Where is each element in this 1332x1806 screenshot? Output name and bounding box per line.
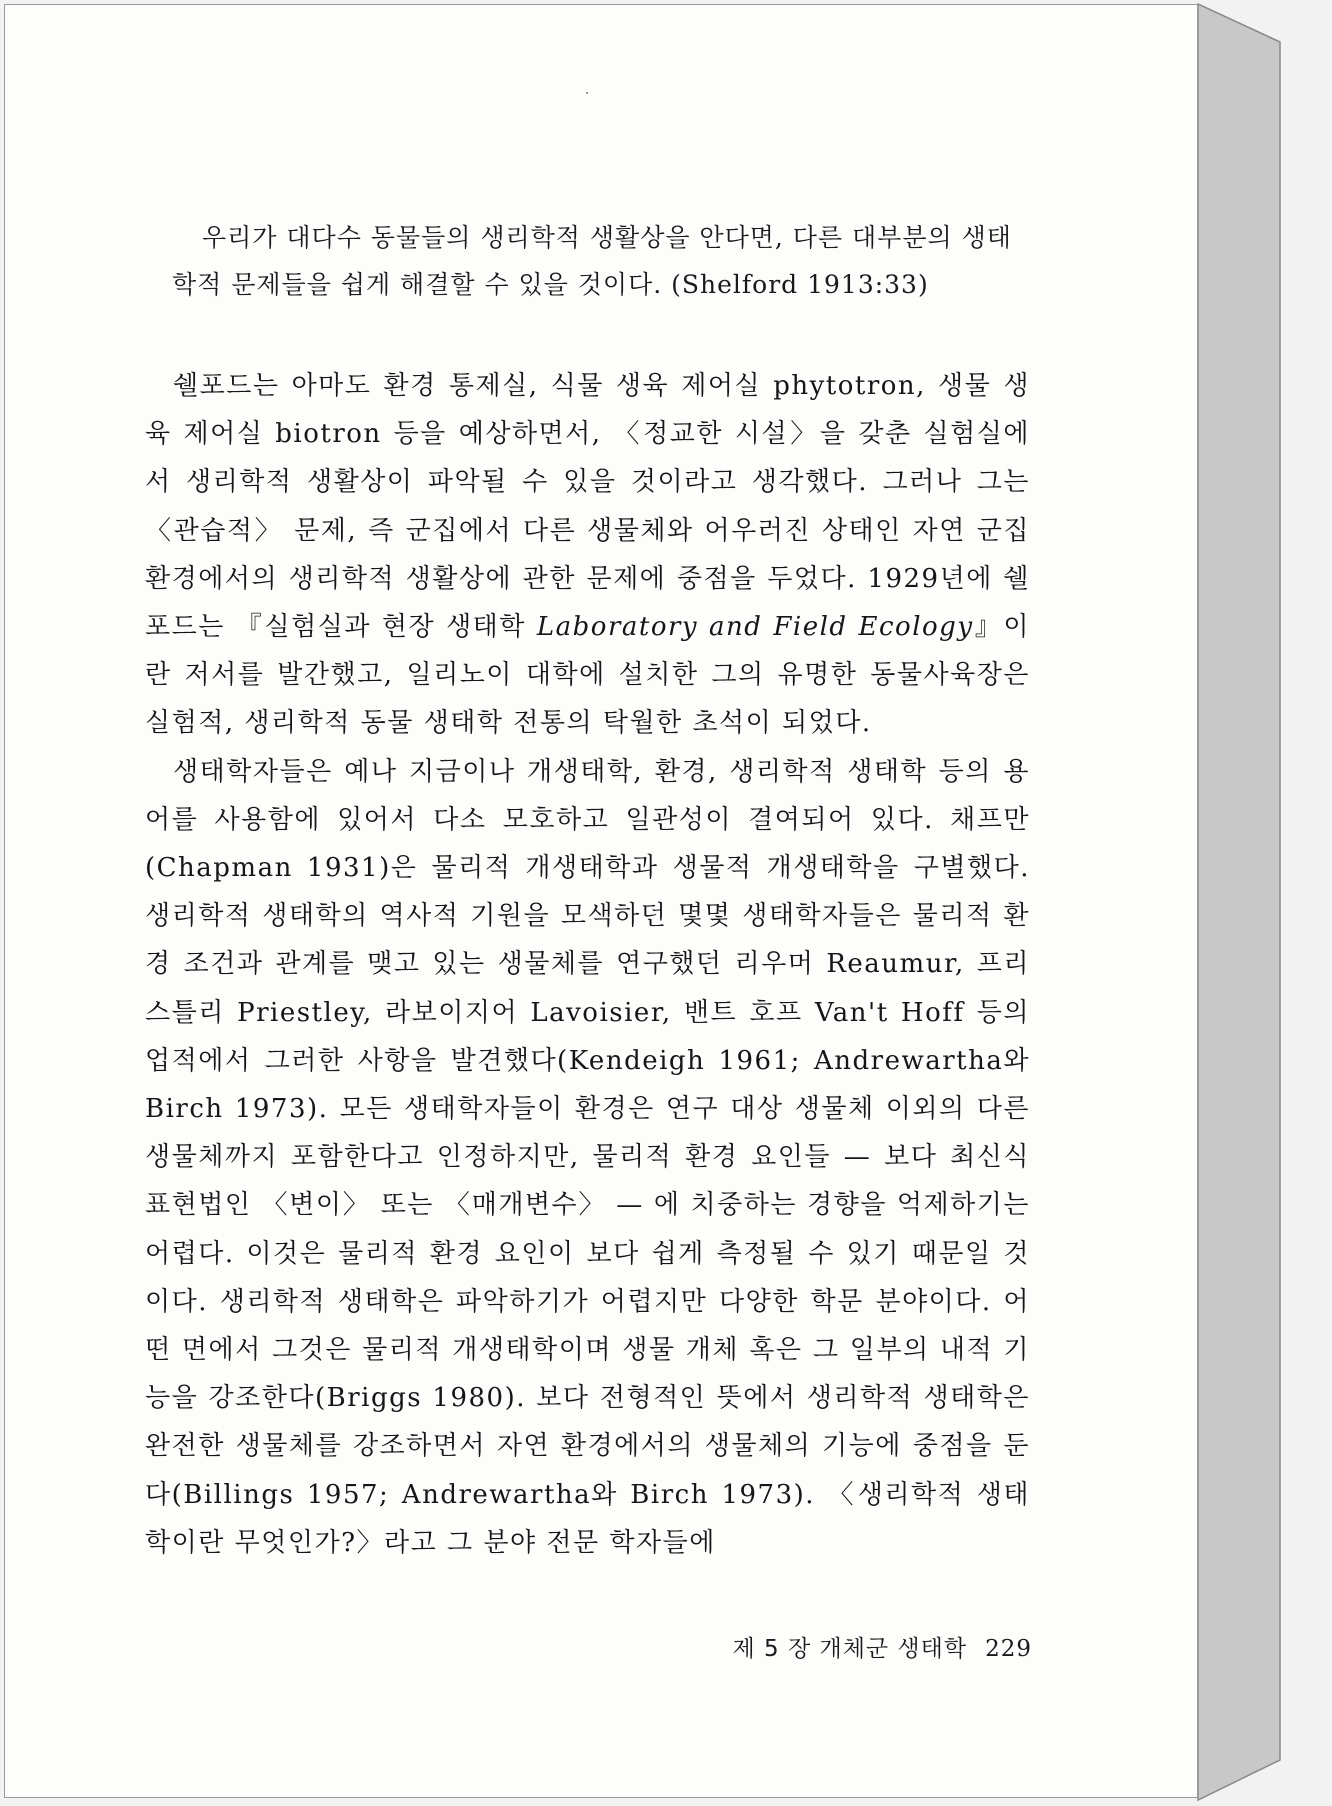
- book-title: Laboratory and Field Ecology: [536, 612, 974, 643]
- paragraph-1-part-b: 』이란 저서를 발간했고, 일리노이 대학에 설치한 그의 유명한 동물사육장은 실험적, 생리학적 동물 생태학 전통의 탁월한 초석이 되었다.: [145, 612, 1030, 739]
- quote-line-1: 우리가 대다수 동물들의 생리학적 생활상을 안다면, 다른 대부분의 생태: [202, 223, 1012, 252]
- paragraph-1-part-a: 쉘포드는 아마도 환경 통제실, 식물 생육 제어실 phytotron, 생물 생육 제어실 biotron 등을 예상하면서, 〈정교한 시설〉을 갖춘 실험실에서 생리학적 생활상이 파악될 수 있을 것이라고 생각했다. 그러나 그는 〈관습적〉 문제, 즉 군집에서 다른 생물체와 어우러진 상태인 자연 군집 환경에서의 생리학적 생활상에 관한 문제에 중점을 두었다. 1929년에 쉘포드는 『실험실과 현장 생태학: [145, 371, 1030, 643]
- chapter-title: 제 5 장 개체군 생태학: [732, 1636, 968, 1662]
- body-text: [145, 362, 1030, 1567]
- page-speck: [586, 92, 588, 94]
- paragraph-2: 생태학자들은 예나 지금이나 개생태학, 환경, 생리학적 생태학 등의 용어를 사용함에 있어서 다소 모호하고 일관성이 결여되어 있다. 채프만(Chapman 1931)은 물리적 개생태학과 생물적 개생태학을 구별했다. 생리학적 생태학의 역사적 기원을 모색하던 몇몇 생태학자들은 물리적 환경 조건과 관계를 맺고 있는 생물체를 연구했던 리우머 Reaumur, 프리스틀리 Priestley, 라보이지어 Lavoisier, 밴트 호프 Van't Hoff 등의 업적에서 그러한 사항을 발견했다(Kendeigh 1961; Andrewartha와 Birch 1973). 모든 생태학자들이 환경은 연구 대상 생물체 이외의 다른 생물체까지 포함한다고 인정하지만, 물리적 환경 요인들 — 보다 최신식 표현법인 〈변이〉 또는 〈매개변수〉 — 에 치중하는 경향을 억제하기는 어렵다. 이것은 물리적 환경 요인이 보다 쉽게 측정될 수 있기 때문일 것이다. 생리학적 생태학은 파악하기가 어렵지만 다양한 학문 분야이다. 어떤 면에서 그것은 물리적 개생태학이며 생물 개체 혹은 그 일부의 내적 기능을 강조한다(Briggs 1980). 보다 전형적인 뜻에서 생리학적 생태학은 완전한 생물체를 강조하면서 자연 환경에서의 생물체의 기능에 중점을 둔다(Billings 1957; Andrewartha와 Birch 1973). 〈생리학적 생태학이란 무엇인가?〉라고 그 분야 전문 학자들에: [145, 756, 1030, 1558]
- paragraph-1: [145, 362, 1030, 748]
- page-footer: [732, 1630, 1032, 1663]
- epigraph-quote: [172, 214, 1032, 308]
- page-number: 229: [985, 1636, 1032, 1662]
- quote-line-2: 학적 문제들을 쉽게 해결할 수 있을 것이다. (Shelford 1913:33): [172, 270, 929, 299]
